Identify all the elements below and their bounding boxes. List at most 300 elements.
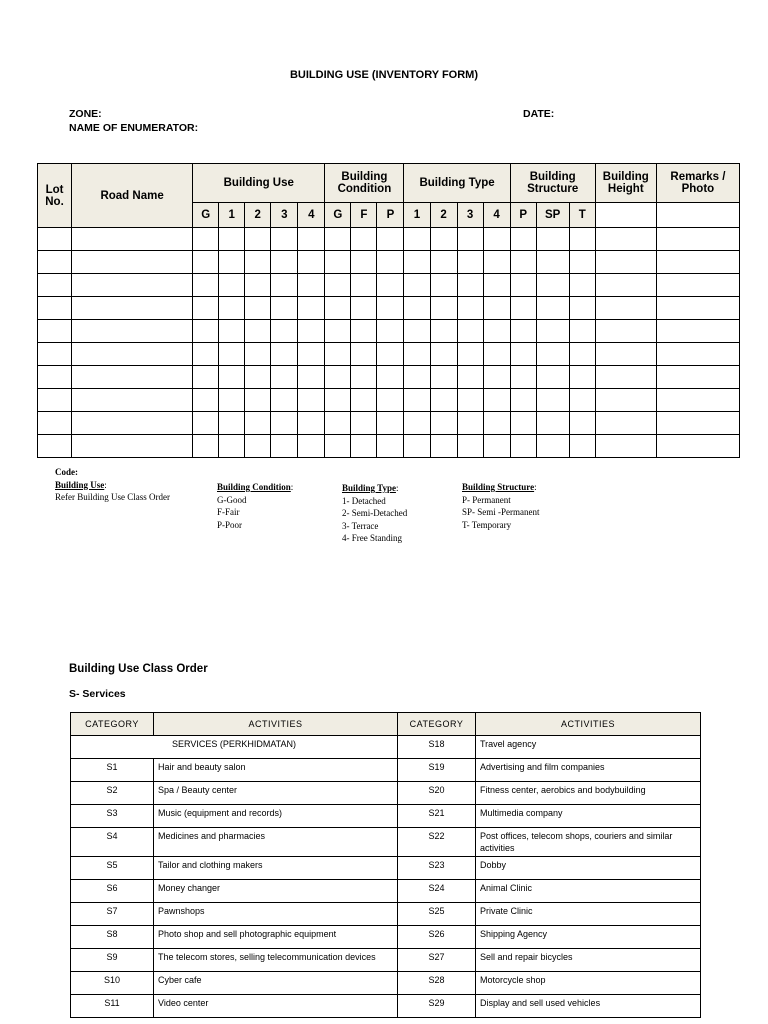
structure-label: Building Structure xyxy=(462,482,535,492)
input-cell[interactable] xyxy=(404,389,430,412)
input-cell[interactable] xyxy=(510,366,536,389)
input-cell[interactable] xyxy=(351,412,377,435)
remarks-blank xyxy=(656,203,739,228)
input-cell[interactable] xyxy=(595,251,656,274)
input-cell[interactable] xyxy=(351,320,377,343)
input-cell[interactable] xyxy=(569,366,595,389)
input-cell[interactable] xyxy=(325,274,351,297)
condition-sub-g: G xyxy=(325,203,351,228)
input-cell[interactable] xyxy=(483,366,510,389)
input-cell[interactable] xyxy=(193,228,219,251)
input-cell[interactable] xyxy=(510,297,536,320)
input-cell[interactable] xyxy=(457,366,483,389)
input-cell[interactable] xyxy=(457,274,483,297)
inventory-table xyxy=(37,163,740,458)
input-cell[interactable] xyxy=(595,389,656,412)
type-sub-3: 3 xyxy=(457,203,483,228)
use-label: Building Use xyxy=(55,479,105,490)
class-order-title: Building Use Class Order xyxy=(69,663,208,675)
input-cell[interactable] xyxy=(457,297,483,320)
input-cell[interactable] xyxy=(325,389,351,412)
use-sub-3: 3 xyxy=(271,203,298,228)
condition-label: Building Condition xyxy=(217,482,291,492)
input-cell[interactable] xyxy=(595,297,656,320)
input-cell[interactable] xyxy=(536,274,569,297)
input-cell[interactable] xyxy=(219,228,245,251)
lot-no-header: Lot No. xyxy=(38,164,72,228)
input-cell[interactable] xyxy=(377,274,404,297)
input-cell[interactable] xyxy=(404,251,430,274)
input-cell[interactable] xyxy=(219,297,245,320)
input-cell[interactable] xyxy=(325,366,351,389)
input-cell[interactable] xyxy=(193,435,219,458)
input-cell[interactable] xyxy=(377,389,404,412)
input-cell[interactable] xyxy=(271,435,298,458)
input-cell[interactable] xyxy=(325,412,351,435)
input-cell[interactable] xyxy=(377,435,404,458)
input-cell[interactable] xyxy=(72,366,193,389)
activity-text: Photo shop and sell photographic equipment xyxy=(154,926,398,949)
activity-text: Spa / Beauty center xyxy=(154,782,398,805)
table-row xyxy=(71,857,701,880)
table-row xyxy=(71,903,701,926)
category-code: S1 xyxy=(71,759,154,782)
input-cell[interactable] xyxy=(245,435,271,458)
input-cell[interactable] xyxy=(377,366,404,389)
condition-item: F-Fair xyxy=(217,507,240,517)
input-cell[interactable] xyxy=(38,366,72,389)
structure-sub-sp: SP xyxy=(536,203,569,228)
input-cell[interactable] xyxy=(483,228,510,251)
input-cell[interactable] xyxy=(298,251,325,274)
input-cell[interactable] xyxy=(351,389,377,412)
input-cell[interactable] xyxy=(325,297,351,320)
input-cell[interactable] xyxy=(595,320,656,343)
input-cell[interactable] xyxy=(457,389,483,412)
input-cell[interactable] xyxy=(298,389,325,412)
input-cell[interactable] xyxy=(351,343,377,366)
input-cell[interactable] xyxy=(298,412,325,435)
activity-text: The telecom stores, selling telecommunication devices xyxy=(154,949,398,972)
activity-text: Fitness center, aerobics and bodybuilding xyxy=(476,782,701,805)
input-cell[interactable] xyxy=(536,366,569,389)
input-cell[interactable] xyxy=(245,274,271,297)
condition-sub-f: F xyxy=(351,203,377,228)
category-code: S28 xyxy=(398,972,476,995)
input-cell[interactable] xyxy=(38,228,72,251)
input-cell[interactable] xyxy=(569,389,595,412)
building-use-header: Building Use xyxy=(193,164,325,203)
code-label: Code: xyxy=(55,467,78,477)
table-row xyxy=(38,320,740,343)
category-code: S2 xyxy=(71,782,154,805)
input-cell[interactable] xyxy=(193,320,219,343)
structure-item: T- Temporary xyxy=(462,519,512,530)
table-row xyxy=(71,759,701,782)
input-cell[interactable] xyxy=(457,412,483,435)
input-cell[interactable] xyxy=(193,343,219,366)
use-sub-g: G xyxy=(193,203,219,228)
input-cell[interactable] xyxy=(271,412,298,435)
table-row xyxy=(71,782,701,805)
input-cell[interactable] xyxy=(595,274,656,297)
input-cell[interactable] xyxy=(351,274,377,297)
input-cell[interactable] xyxy=(430,435,457,458)
input-cell[interactable] xyxy=(430,274,457,297)
input-cell[interactable] xyxy=(351,251,377,274)
input-cell[interactable] xyxy=(595,435,656,458)
activity-text: Multimedia company xyxy=(476,805,701,828)
input-cell[interactable] xyxy=(193,297,219,320)
input-cell[interactable] xyxy=(430,320,457,343)
table-row xyxy=(71,949,701,972)
input-cell[interactable] xyxy=(656,389,739,412)
input-cell[interactable] xyxy=(72,274,193,297)
input-cell[interactable] xyxy=(536,389,569,412)
input-cell[interactable] xyxy=(656,435,739,458)
input-cell[interactable] xyxy=(430,412,457,435)
input-cell[interactable] xyxy=(430,389,457,412)
activities-header: ACTIVITIES xyxy=(476,713,701,736)
input-cell[interactable] xyxy=(298,343,325,366)
input-cell[interactable] xyxy=(569,412,595,435)
type-sub-1: 1 xyxy=(404,203,430,228)
activity-text: Tailor and clothing makers xyxy=(154,857,398,880)
input-cell[interactable] xyxy=(351,366,377,389)
activity-text: Hair and beauty salon xyxy=(154,759,398,782)
input-cell[interactable] xyxy=(510,412,536,435)
input-cell[interactable] xyxy=(430,297,457,320)
building-condition-header: Building Condition xyxy=(325,164,404,203)
input-cell[interactable] xyxy=(245,320,271,343)
input-cell[interactable] xyxy=(656,366,739,389)
input-cell[interactable] xyxy=(430,343,457,366)
input-cell[interactable] xyxy=(569,435,595,458)
input-cell[interactable] xyxy=(38,389,72,412)
class-order-table xyxy=(70,712,701,1018)
building-type-header: Building Type xyxy=(404,164,510,203)
input-cell[interactable] xyxy=(656,412,739,435)
table-row xyxy=(71,736,701,759)
input-cell[interactable] xyxy=(72,343,193,366)
type-sub-2: 2 xyxy=(430,203,457,228)
input-cell[interactable] xyxy=(193,274,219,297)
input-cell[interactable] xyxy=(351,297,377,320)
form-title: BUILDING USE (INVENTORY FORM) xyxy=(289,69,479,81)
input-cell[interactable] xyxy=(404,297,430,320)
input-cell[interactable] xyxy=(351,228,377,251)
input-cell[interactable] xyxy=(457,435,483,458)
category-header: CATEGORY xyxy=(71,713,154,736)
input-cell[interactable] xyxy=(656,251,739,274)
condition-item: G-Good xyxy=(217,494,247,505)
table-row xyxy=(71,995,701,1018)
input-cell[interactable] xyxy=(404,343,430,366)
input-cell[interactable] xyxy=(377,297,404,320)
input-cell[interactable] xyxy=(38,274,72,297)
input-cell[interactable] xyxy=(72,228,193,251)
category-code: S6 xyxy=(71,880,154,903)
category-code: S11 xyxy=(71,995,154,1018)
category-code: S5 xyxy=(71,857,154,880)
input-cell[interactable] xyxy=(72,389,193,412)
use-sub-1: 1 xyxy=(219,203,245,228)
input-cell[interactable] xyxy=(298,320,325,343)
input-cell[interactable] xyxy=(656,228,739,251)
input-cell[interactable] xyxy=(298,274,325,297)
input-cell[interactable] xyxy=(38,435,72,458)
table-row xyxy=(38,274,740,297)
code-legend-structure: Building Structure: P- Permanent SP- Semi -Permanent T- Temporary xyxy=(462,482,540,530)
input-cell[interactable] xyxy=(510,251,536,274)
structure-sub-t: T xyxy=(569,203,595,228)
table-row xyxy=(71,805,701,828)
input-cell[interactable] xyxy=(298,435,325,458)
table-row xyxy=(71,926,701,949)
input-cell[interactable] xyxy=(510,389,536,412)
input-cell[interactable] xyxy=(536,251,569,274)
table-row xyxy=(38,251,740,274)
structure-item: P- Permanent xyxy=(462,494,511,505)
use-text: Refer Building Use Class Order xyxy=(55,492,170,502)
input-cell[interactable] xyxy=(245,251,271,274)
input-cell[interactable] xyxy=(377,343,404,366)
input-cell[interactable] xyxy=(404,412,430,435)
input-cell[interactable] xyxy=(193,366,219,389)
input-cell[interactable] xyxy=(483,297,510,320)
input-cell[interactable] xyxy=(595,343,656,366)
input-cell[interactable] xyxy=(298,366,325,389)
activity-text: Dobby xyxy=(476,857,701,880)
input-cell[interactable] xyxy=(595,366,656,389)
input-cell[interactable] xyxy=(193,389,219,412)
table-row xyxy=(71,880,701,903)
input-cell[interactable] xyxy=(245,343,271,366)
code-legend-type: Building Type: 1- Detached 2- Semi-Detached 3- Terrace 4- Free Standing xyxy=(342,483,408,543)
input-cell[interactable] xyxy=(430,251,457,274)
input-cell[interactable] xyxy=(404,320,430,343)
input-cell[interactable] xyxy=(483,274,510,297)
category-code: S18 xyxy=(398,736,476,759)
input-cell[interactable] xyxy=(483,320,510,343)
table-row xyxy=(38,228,740,251)
input-cell[interactable] xyxy=(595,228,656,251)
height-blank xyxy=(595,203,656,228)
input-cell[interactable] xyxy=(271,320,298,343)
table-row xyxy=(71,972,701,995)
building-height-header: Building Height xyxy=(595,164,656,203)
input-cell[interactable] xyxy=(325,320,351,343)
condition-item: P-Poor xyxy=(217,519,243,530)
zone-label: ZONE: xyxy=(69,108,102,120)
road-name-header: Road Name xyxy=(72,164,193,228)
input-cell[interactable] xyxy=(325,435,351,458)
input-cell[interactable] xyxy=(656,274,739,297)
activity-text: Pawnshops xyxy=(154,903,398,926)
input-cell[interactable] xyxy=(271,366,298,389)
date-label: DATE: xyxy=(523,108,555,120)
table-row xyxy=(38,412,740,435)
input-cell[interactable] xyxy=(510,343,536,366)
structure-item: SP- Semi -Permanent xyxy=(462,507,540,517)
code-legend-use: Code: Building Use: Refer Building Use Class Order xyxy=(55,467,170,502)
activities-header: ACTIVITIES xyxy=(154,713,398,736)
input-cell[interactable] xyxy=(536,412,569,435)
input-cell[interactable] xyxy=(38,320,72,343)
category-code: S19 xyxy=(398,759,476,782)
input-cell[interactable] xyxy=(404,435,430,458)
activity-text: Post offices, telecom shops, couriers and similar activities xyxy=(476,828,701,857)
input-cell[interactable] xyxy=(245,297,271,320)
input-cell[interactable] xyxy=(38,412,72,435)
input-cell[interactable] xyxy=(510,320,536,343)
input-cell[interactable] xyxy=(595,412,656,435)
input-cell[interactable] xyxy=(457,251,483,274)
input-cell[interactable] xyxy=(457,343,483,366)
input-cell[interactable] xyxy=(219,343,245,366)
input-cell[interactable] xyxy=(404,366,430,389)
input-cell[interactable] xyxy=(38,343,72,366)
input-cell[interactable] xyxy=(404,228,430,251)
input-cell[interactable] xyxy=(569,228,595,251)
category-code: S24 xyxy=(398,880,476,903)
input-cell[interactable] xyxy=(38,297,72,320)
table-row xyxy=(38,435,740,458)
input-cell[interactable] xyxy=(245,366,271,389)
input-cell[interactable] xyxy=(219,435,245,458)
input-cell[interactable] xyxy=(430,228,457,251)
input-cell[interactable] xyxy=(325,251,351,274)
input-cell[interactable] xyxy=(510,228,536,251)
condition-sub-p: P xyxy=(377,203,404,228)
input-cell[interactable] xyxy=(271,251,298,274)
category-code: S29 xyxy=(398,995,476,1018)
use-sub-4: 4 xyxy=(298,203,325,228)
input-cell[interactable] xyxy=(569,320,595,343)
input-cell[interactable] xyxy=(483,435,510,458)
activity-text: Display and sell used vehicles xyxy=(476,995,701,1018)
category-code: S9 xyxy=(71,949,154,972)
input-cell[interactable] xyxy=(536,228,569,251)
input-cell[interactable] xyxy=(271,228,298,251)
input-cell[interactable] xyxy=(510,435,536,458)
activity-text: Video center xyxy=(154,995,398,1018)
input-cell[interactable] xyxy=(298,228,325,251)
category-code: S25 xyxy=(398,903,476,926)
type-item: 1- Detached xyxy=(342,495,386,506)
class-order-body xyxy=(71,736,701,1018)
category-code: S23 xyxy=(398,857,476,880)
input-cell[interactable] xyxy=(351,435,377,458)
activity-text: Sell and repair bicycles xyxy=(476,949,701,972)
input-cell[interactable] xyxy=(404,274,430,297)
input-cell[interactable] xyxy=(536,320,569,343)
input-cell[interactable] xyxy=(536,343,569,366)
category-code: S7 xyxy=(71,903,154,926)
input-cell[interactable] xyxy=(536,435,569,458)
input-cell[interactable] xyxy=(569,343,595,366)
input-cell[interactable] xyxy=(245,412,271,435)
input-cell[interactable] xyxy=(536,297,569,320)
input-cell[interactable] xyxy=(569,251,595,274)
input-cell[interactable] xyxy=(483,412,510,435)
input-cell[interactable] xyxy=(245,389,271,412)
input-cell[interactable] xyxy=(510,274,536,297)
input-cell[interactable] xyxy=(271,389,298,412)
category-code: S21 xyxy=(398,805,476,828)
input-cell[interactable] xyxy=(656,343,739,366)
table-row xyxy=(38,366,740,389)
enumerator-label: NAME OF ENUMERATOR: xyxy=(69,122,199,134)
input-cell[interactable] xyxy=(219,251,245,274)
input-cell[interactable] xyxy=(219,389,245,412)
building-structure-header: Building Structure xyxy=(510,164,595,203)
input-cell[interactable] xyxy=(656,320,739,343)
type-label: Building Type xyxy=(342,483,396,493)
category-code: S20 xyxy=(398,782,476,805)
input-cell[interactable] xyxy=(377,251,404,274)
input-cell[interactable] xyxy=(325,343,351,366)
services-header: SERVICES (PERKHIDMATAN) xyxy=(71,736,398,759)
input-cell[interactable] xyxy=(219,274,245,297)
inventory-body xyxy=(38,228,740,458)
category-code: S22 xyxy=(398,828,476,857)
input-cell[interactable] xyxy=(656,297,739,320)
input-cell[interactable] xyxy=(377,228,404,251)
input-cell[interactable] xyxy=(483,343,510,366)
input-cell[interactable] xyxy=(430,366,457,389)
input-cell[interactable] xyxy=(72,297,193,320)
input-cell[interactable] xyxy=(271,297,298,320)
input-cell[interactable] xyxy=(298,297,325,320)
table-row xyxy=(38,297,740,320)
input-cell[interactable] xyxy=(271,343,298,366)
input-cell[interactable] xyxy=(219,366,245,389)
input-cell[interactable] xyxy=(72,251,193,274)
input-cell[interactable] xyxy=(193,251,219,274)
activity-text: Advertising and film companies xyxy=(476,759,701,782)
input-cell[interactable] xyxy=(325,228,351,251)
input-cell[interactable] xyxy=(569,274,595,297)
input-cell[interactable] xyxy=(483,251,510,274)
input-cell[interactable] xyxy=(569,297,595,320)
input-cell[interactable] xyxy=(377,412,404,435)
activity-text: Music (equipment and records) xyxy=(154,805,398,828)
activity-text: Medicines and pharmacies xyxy=(154,828,398,857)
remarks-header: Remarks / Photo xyxy=(656,164,739,203)
input-cell[interactable] xyxy=(219,412,245,435)
activity-text: Motorcycle shop xyxy=(476,972,701,995)
input-cell[interactable] xyxy=(72,412,193,435)
category-code: S8 xyxy=(71,926,154,949)
input-cell[interactable] xyxy=(193,412,219,435)
category-header: CATEGORY xyxy=(398,713,476,736)
input-cell[interactable] xyxy=(72,320,193,343)
input-cell[interactable] xyxy=(483,389,510,412)
input-cell[interactable] xyxy=(271,274,298,297)
activity-text: Animal Clinic xyxy=(476,880,701,903)
input-cell[interactable] xyxy=(245,228,271,251)
input-cell[interactable] xyxy=(219,320,245,343)
input-cell[interactable] xyxy=(457,320,483,343)
input-cell[interactable] xyxy=(38,251,72,274)
input-cell[interactable] xyxy=(72,435,193,458)
type-sub-4: 4 xyxy=(483,203,510,228)
type-item: 4- Free Standing xyxy=(342,533,402,543)
activity-text: Private Clinic xyxy=(476,903,701,926)
input-cell[interactable] xyxy=(377,320,404,343)
input-cell[interactable] xyxy=(457,228,483,251)
